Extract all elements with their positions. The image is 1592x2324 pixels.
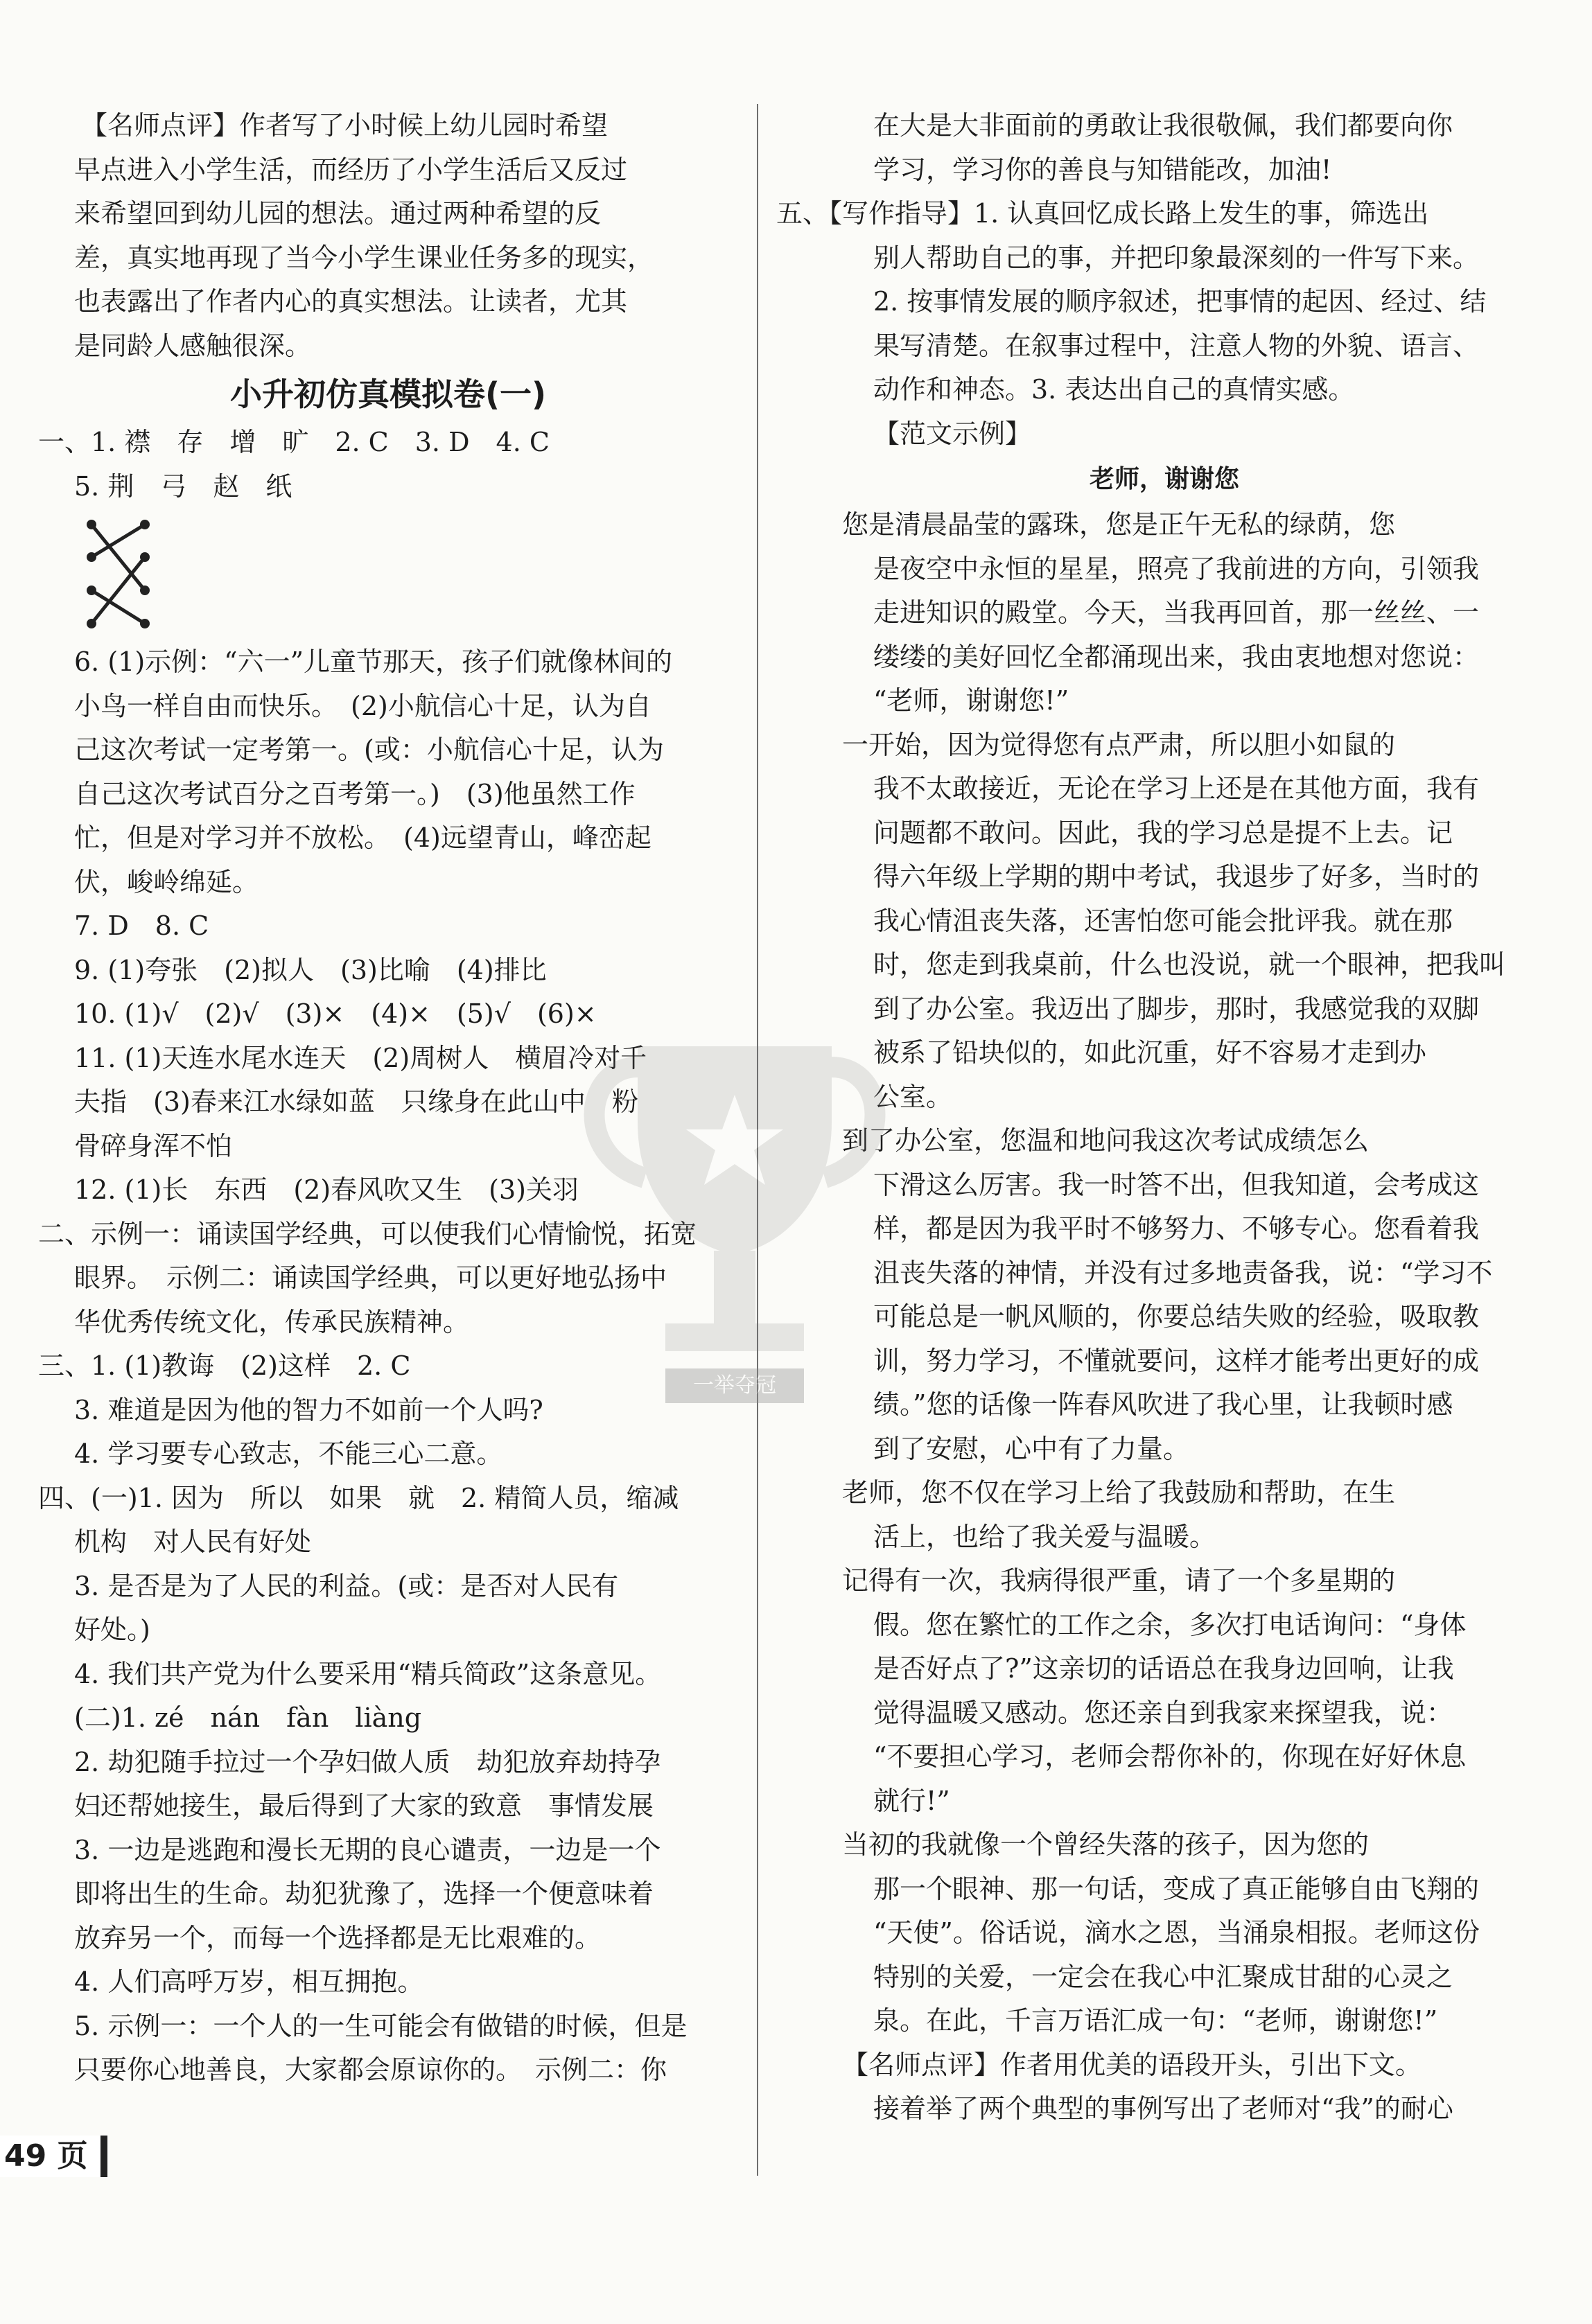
- text-line: 是否好点了?”这亲切的话语总在我身边回响，让我: [873, 1653, 1454, 1684]
- text-line: 当初的我就像一个曾经失落的孩子，因为您的: [842, 1829, 1370, 1860]
- text-line: 我心情沮丧失落，还害怕您可能会批评我。就在那: [873, 905, 1453, 936]
- text-line: 果写清楚。在叙事过程中，注意人物的外貌、语言、: [873, 330, 1480, 361]
- text-line: 4. 我们共产党为什么要采用“精兵简政”这条意见。: [74, 1658, 662, 1689]
- text-line: 您是清晨晶莹的露珠，您是正午无私的绿荫，您: [842, 509, 1396, 540]
- text-line: 4. 学习要专心致志，不能三心二意。: [74, 1438, 503, 1469]
- text-line: 7. D 8. C: [74, 910, 209, 941]
- text-line: 3. 一边是逃跑和漫长无期的良心谴责，一边是一个: [74, 1834, 661, 1865]
- text-line: 早点进入小学生活，而经历了小学生活后又反过: [74, 154, 628, 185]
- text-line: 妇还帮她接生，最后得到了大家的致意 事情发展: [74, 1790, 654, 1821]
- text-line: 即将出生的生命。劫犯犹豫了，选择一个便意味着: [74, 1878, 654, 1909]
- text-line: 得六年级上学期的期中考试，我退步了好多，当时的: [873, 861, 1480, 892]
- text-line: 五、【写作指导】1. 认真回忆成长路上发生的事，筛选出: [776, 198, 1429, 229]
- text-line: 走进知识的殿堂。今天，当我再回首，那一丝丝、一: [873, 597, 1480, 628]
- text-line: 来希望回到幼儿园的想法。通过两种希望的反: [74, 198, 602, 229]
- text-line: 二、示例一：诵读国学经典，可以使我们心情愉悦，拓宽: [38, 1218, 697, 1249]
- text-line: 夫指 (3)春来江水绿如蓝 只缘身在此山中 粉: [74, 1086, 638, 1117]
- text-line: 缕缕的美好回忆全都涌现出来，我由衷地想对您说：: [873, 641, 1480, 672]
- text-line: 下滑这么厉害。我一时答不出，但我知道，会考成这: [873, 1169, 1480, 1200]
- matching-lines-figure: [38, 509, 738, 640]
- text-line: 那一个眼神、那一句话，变成了真正能够自由飞翔的: [873, 1873, 1480, 1904]
- text-line: 是夜空中永恒的星星，照亮了我前进的方向，引领我: [873, 553, 1480, 584]
- text-line: 【范文示例】: [873, 418, 1032, 449]
- text-line: 眼界。 示例二：诵读国学经典，可以更好地弘扬中: [74, 1262, 667, 1293]
- text-line: 时，您走到我桌前，什么也没说，就一个眼神，把我叫: [873, 949, 1506, 980]
- exam-title: 小升初仿真模拟卷(一): [229, 376, 547, 413]
- text-line: 机构 对人民有好处: [74, 1526, 312, 1557]
- text-line: 特别的关爱，一定会在我心中汇聚成甘甜的心灵之: [873, 1961, 1453, 1992]
- text-line: 也表露出了作者内心的真实想法。让读者，尤其: [74, 286, 628, 317]
- text-line: 一、1. 襟 存 增 旷 2. C 3. D 4. C: [38, 427, 550, 457]
- text-line: 样，都是因为我平时不够努力、不够专心。您看着我: [873, 1213, 1480, 1244]
- text-line: 四、(一)1. 因为 所以 如果 就 2. 精简人员，缩减: [38, 1482, 679, 1513]
- text-line: 沮丧失落的神情，并没有过多地责备我，说：“学习不: [873, 1257, 1493, 1288]
- text-line: 2. 按事情发展的顺序叙述，把事情的起因、经过、结: [873, 286, 1487, 317]
- text-line: 小鸟一样自由而快乐。 (2)小航信心十足，认为自: [74, 690, 651, 721]
- text-line: 记得有一次，我病得很严重，请了一个多星期的: [842, 1565, 1396, 1596]
- text-line: 差，真实地再现了当今小学生课业任务多的现实，: [74, 242, 654, 273]
- text-line: 只要你心地善良，大家都会原谅你的。 示例二：你: [74, 2054, 667, 2085]
- essay-title: 老师，谢谢您: [1089, 465, 1239, 493]
- text-line: 别人帮助自己的事，并把印象最深刻的一件写下来。: [873, 242, 1480, 273]
- text-line: 训，努力学习，不懂就要问，这样才能考出更好的成: [873, 1345, 1480, 1376]
- text-line: 自己这次考试百分之百考第一。) (3)他虽然工作: [74, 778, 636, 809]
- text-line: 公室。: [873, 1081, 953, 1112]
- text-line: 12. (1)长 东西 (2)春风吹又生 (3)关羽: [74, 1174, 579, 1205]
- text-line: 接着举了两个典型的事例写出了老师对“我”的耐心: [873, 2093, 1453, 2124]
- text-line: 动作和神态。3. 表达出自己的真情实感。: [873, 374, 1355, 405]
- text-line: 三、1. (1)教诲 (2)这样 2. C: [38, 1350, 411, 1381]
- text-line: 学习，学习你的善良与知错能改，加油!: [873, 154, 1332, 185]
- text-line: 到了办公室。我迈出了脚步，那时，我感觉我的双脚: [873, 993, 1480, 1024]
- text-line: 到了安慰，心中有了力量。: [873, 1433, 1190, 1464]
- text-line: 绩。”您的话像一阵春风吹进了我心里，让我顿时感: [873, 1389, 1453, 1420]
- text-line: “老师，谢谢您!”: [873, 685, 1069, 716]
- text-line: 是同龄人感触很深。: [74, 330, 312, 361]
- text-line: 伏，峻岭绵延。: [74, 866, 259, 897]
- text-line: 可能总是一帆风顺的，你要总结失败的经验，吸取教: [873, 1301, 1480, 1332]
- text-line: 己这次考试一定考第一。(或：小航信心十足，认为: [74, 734, 664, 765]
- trophy-watermark-icon: [554, 1019, 915, 1407]
- text-line: 忙，但是对学习并不放松。 (4)远望青山，峰峦起: [74, 822, 651, 853]
- text-line: 在大是大非面前的勇敢让我很敬佩，我们都要向你: [873, 110, 1453, 141]
- text-line: 一开始，因为觉得您有点严肃，所以胆小如鼠的: [842, 729, 1396, 760]
- text-line: 9. (1)夸张 (2)拟人 (3)比喻 (4)排比: [74, 954, 547, 985]
- text-line: 【名师点评】作者用优美的语段开头，引出下文。: [842, 2049, 1422, 2080]
- text-line: 到了办公室，您温和地问我这次考试成绩怎么: [842, 1125, 1370, 1156]
- text-line: 放弃另一个，而每一个选择都是无比艰难的。: [74, 1922, 602, 1953]
- text-line: “不要担心学习，老师会帮你补的，你现在好好休息: [873, 1741, 1467, 1772]
- text-line: 泉。在此，千言万语汇成一句：“老师，谢谢您!”: [873, 2005, 1438, 2036]
- text-line: 就行!”: [873, 1785, 950, 1816]
- text-line: 被系了铅块似的，如此沉重，好不容易才走到办: [873, 1037, 1427, 1068]
- text-line: 2. 劫犯随手拉过一个孕妇做人质 劫犯放弃劫持孕: [74, 1746, 661, 1777]
- text-line: 5. 示例一：一个人的一生可能会有做错的时候，但是: [74, 2010, 688, 2041]
- text-line: (二)1. zé nán fàn liàng: [74, 1702, 422, 1733]
- text-line: 4. 人们高呼万岁，相互拥抱。: [74, 1966, 424, 1997]
- text-line: 3. 难道是因为他的智力不如前一个人吗?: [74, 1394, 543, 1425]
- text-line: 活上，也给了我关爱与温暖。: [873, 1521, 1216, 1552]
- text-line: 老师，您不仅在学习上给了我鼓励和帮助，在生: [842, 1477, 1396, 1508]
- text-line: 觉得温暖又感动。您还亲自到我家来探望我，说：: [873, 1697, 1453, 1728]
- text-line: 11. (1)天连水尾水连天 (2)周树人 横眉冷对千: [74, 1042, 647, 1073]
- text-line: 10. (1)√ (2)√ (3)× (4)× (5)√ (6)×: [74, 998, 597, 1029]
- text-line: 3. 是否是为了人民的利益。(或：是否对人民有: [74, 1570, 619, 1601]
- text-line: 假。您在繁忙的工作之余，多次打电话询问：“身体: [873, 1609, 1467, 1640]
- text-line: 我不太敢接近，无论在学习上还是在其他方面，我有: [873, 773, 1480, 804]
- text-line: 骨碎身浑不怕: [74, 1130, 233, 1161]
- text-line: “天使”。俗话说，滴水之恩，当涌泉相报。老师这份: [873, 1917, 1480, 1948]
- page-number: 49 页: [0, 2136, 107, 2177]
- text-line: 华优秀传统文化，传承民族精神。: [74, 1306, 470, 1337]
- text-line: 好处。): [74, 1614, 150, 1645]
- text-line: 6. (1)示例：“六一”儿童节那天，孩子们就像林间的: [74, 646, 673, 677]
- text-line: 问题都不敢问。因此，我的学习总是提不上去。记: [873, 817, 1453, 848]
- watermark-label: 一举夺冠: [665, 1368, 804, 1403]
- text-line: 【名师点评】作者写了小时候上幼儿园时希望: [81, 110, 609, 141]
- text-line: 5. 荆 弓 赵 纸: [74, 470, 292, 502]
